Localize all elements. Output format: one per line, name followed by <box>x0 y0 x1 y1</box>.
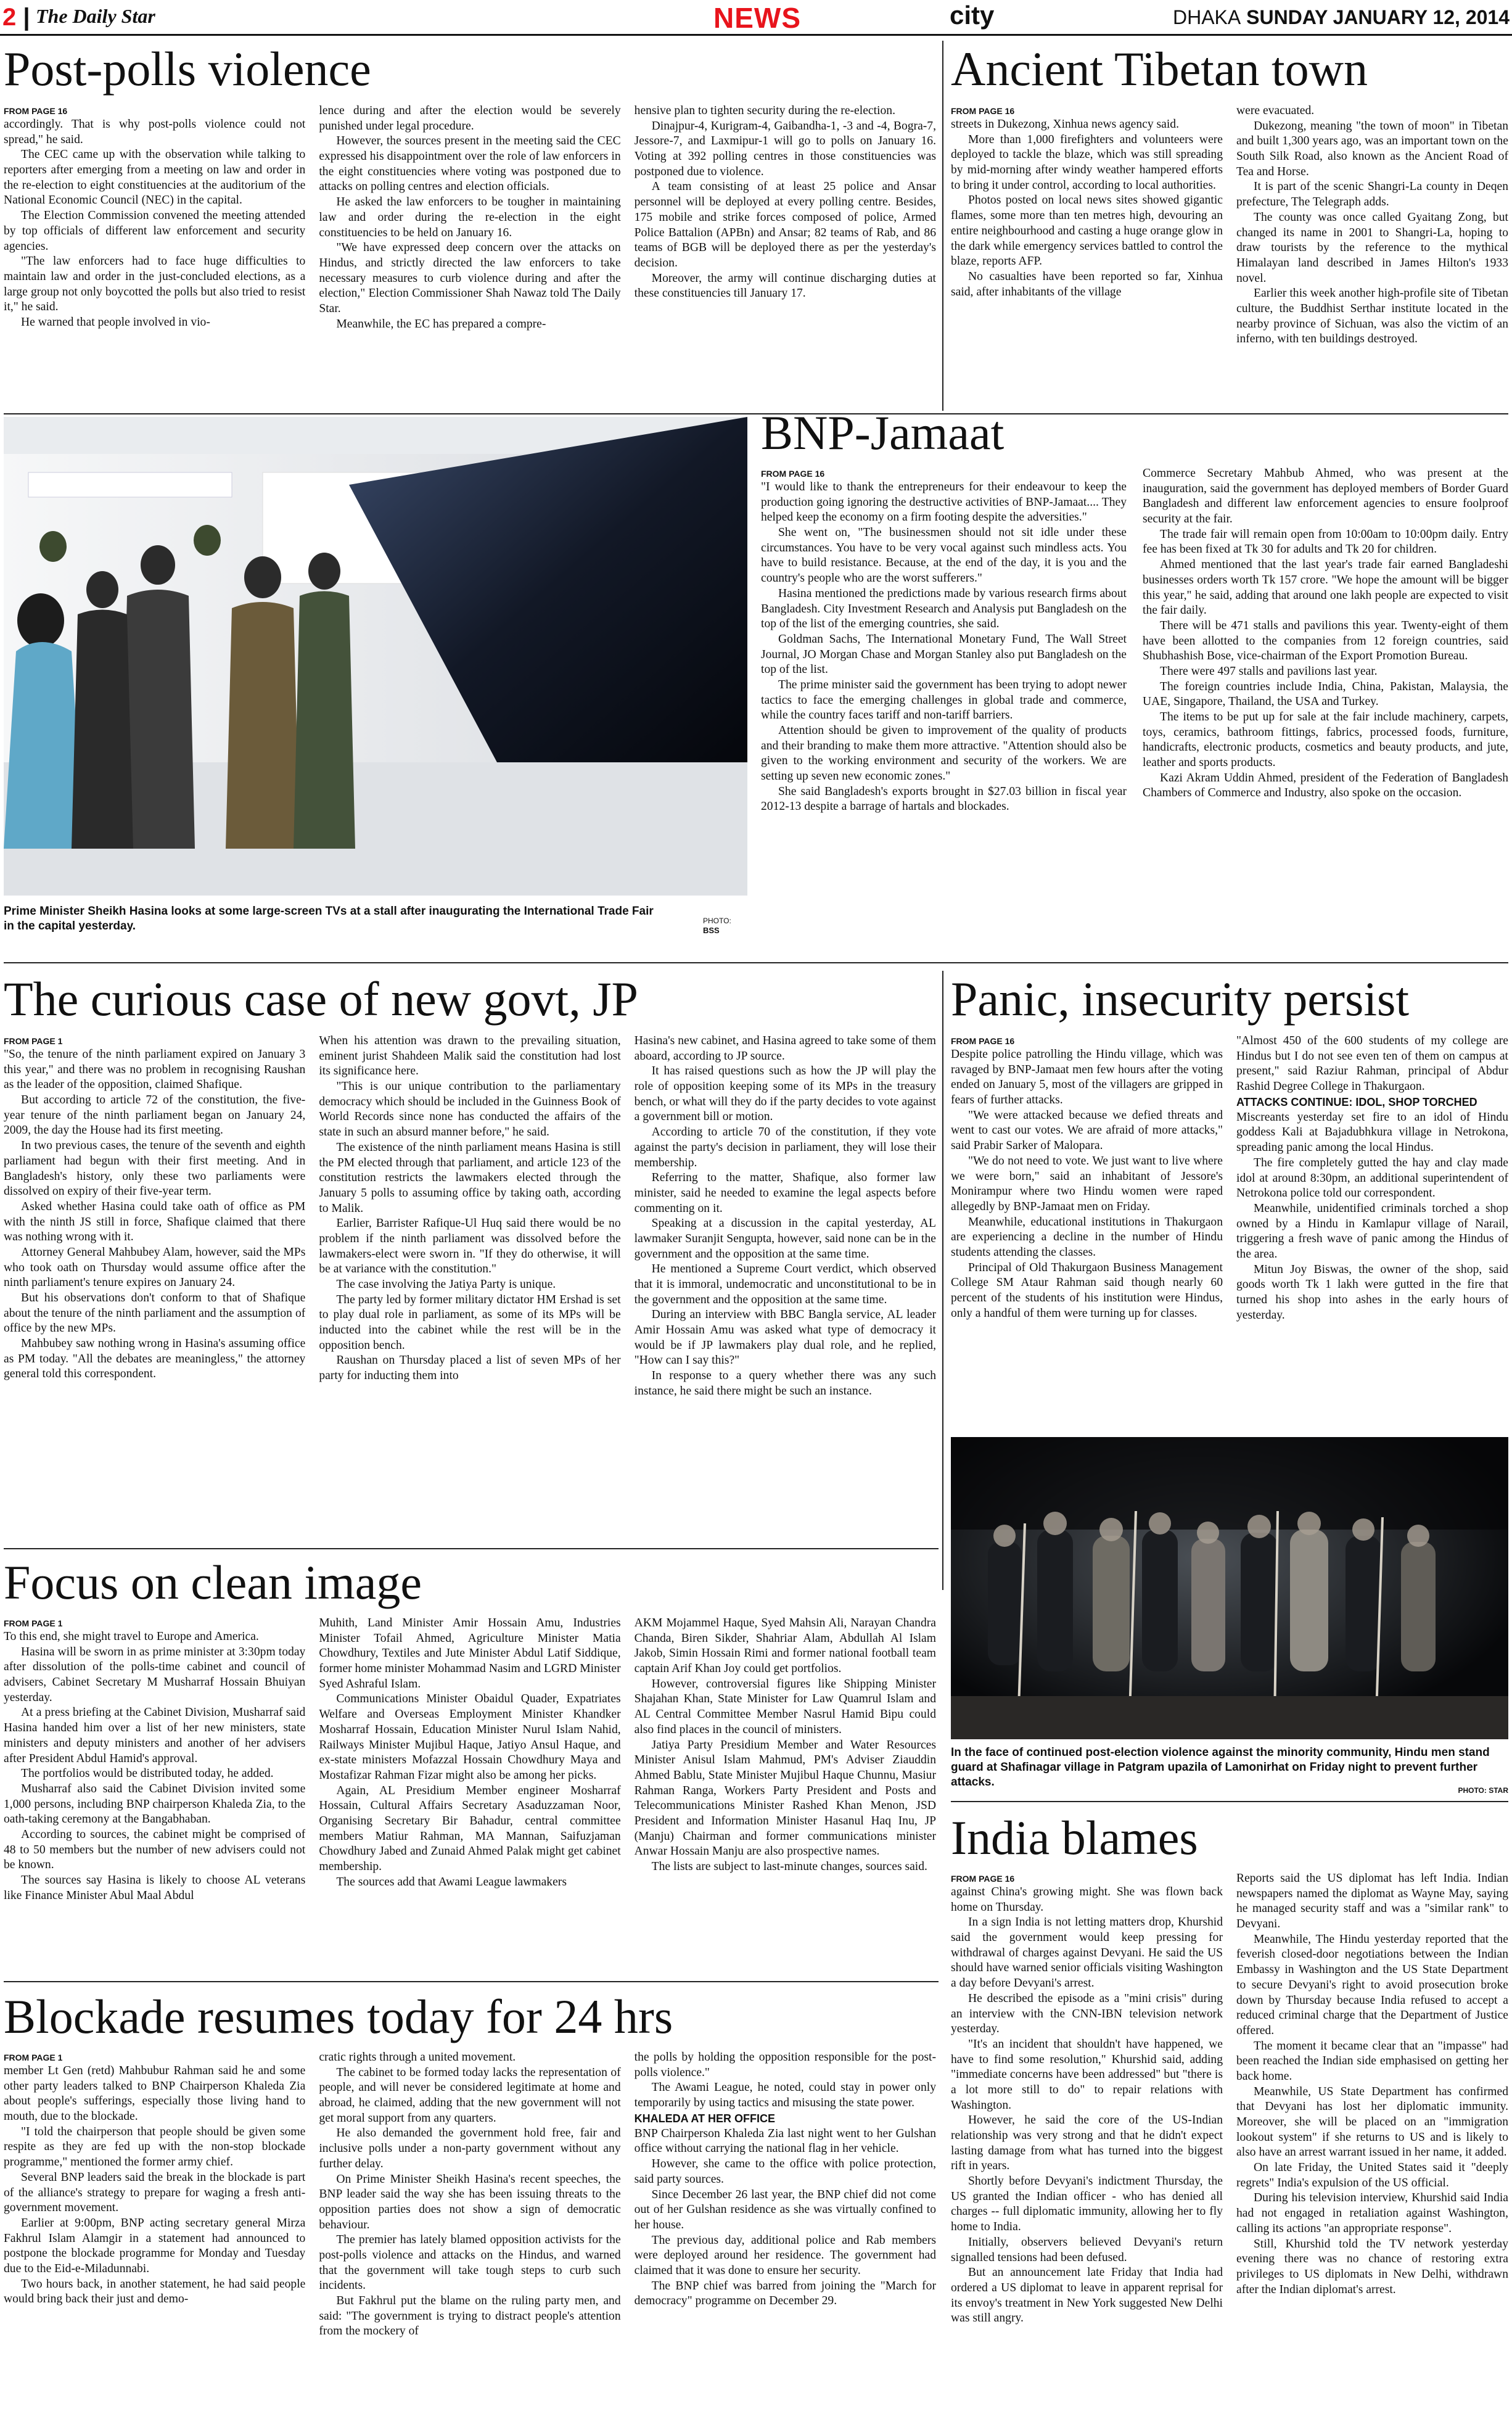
story-paragraph: "I would like to thank the entrepreneurs for their endeavour to keep the production going ignoring the destructive activities of BNP-Jamaat.... They helped keep the economy on a firm footing despite the adversities." <box>761 480 1127 524</box>
story-paragraph: Kazi Akram Uddin Ahmed, president of the Federation of Bangladesh Chambers of Commerce and Industry, also spoke on the occasion. <box>1143 771 1508 800</box>
story-paragraph: Musharraf also said the Cabinet Division invited some 1,000 persons, including BNP chairperson Khaleda Zia, to the oath-taking ceremony at the Bangabhaban. <box>4 1782 306 1826</box>
headline-panic: Panic, insecurity persist <box>951 972 1410 1026</box>
story-paragraph: She said Bangladesh's exports brought in $27.03 billion in fiscal year 2012-13 despite a barrage of hartals and blockades. <box>761 785 1127 814</box>
headline-focus: Focus on clean image <box>4 1555 422 1609</box>
story-paragraph: According to article 70 of the constitution, if they vote against the party's decision in parliament, they will lose their membership. <box>634 1126 936 1169</box>
story-paragraph: The previous day, additional police and Rab members were deployed around her residence. The government had claimed that it was done to ensure her security. <box>634 2233 936 2277</box>
blockade-subhead: KHALEDA AT HER OFFICE <box>634 2112 775 2125</box>
story-paragraph: On Prime Minister Sheikh Hasina's recent speeches, the BNP leader said the way she has been issuing threats to the opposition parties does not show a sign of democratic behaviour. <box>319 2172 621 2231</box>
story-paragraph: Referring to the matter, Shafique, also former law minister, said he needed to examine the legal aspects before commenting on it. <box>634 1171 936 1215</box>
panic-column-1: FROM PAGE 16 Despite police patrolling the Hindu village, which was ravaged by BNP-Jamaat men few hours after the voting ended on January 5, most of the villagers are gripped in fears of further attacks. "We were attacked because we defied threats and went to cast our votes. We are afraid of more attacks," said Prabir Sarker of Malopara. "We do not need to vote. We just want to live where we were born," said an inhabitant of Jessore's Monirampur where two Hindu women were raped allegedly by BNP-Jamaat men on Friday. Meanwhile, educational institutions in Thakurgaon are experiencing a decline in the number of Hindu students attending the classes. Principal of Old Thakurgaon Business Management College SM Ataur Rahman said though nearly 60 percent of the students of his institution were Hindus, only a handful of them were turning up for classes. <box>951 1034 1223 1428</box>
story-paragraph: The cabinet to be formed today lacks the representation of people, and will never be considered legitimate at home and abroad, he claimed, adding that the new government will not get moral support from any quarters. <box>319 2066 621 2125</box>
story-paragraph: Goldman Sachs, The International Monetary Fund, The Wall Street Journal, JO Morgan Chase and Morgan Stanley also put Bangladesh on the top of the list. <box>761 632 1127 677</box>
story-paragraph: "We do not need to vote. We just want to live where we were born," said an inhabitant of Jessore's Monirampur where two Hindu women were raped allegedly by BNP-Jamaat men on Friday. <box>951 1154 1223 1213</box>
story-paragraph: He warned that people involved in vio- <box>21 315 210 329</box>
story-paragraph: Hasina mentioned the predictions made by various research firms about Bangladesh. City Investment Research and Analysis put Bangladesh on the top of the list of the emerging countries, she said. <box>761 587 1127 631</box>
story-paragraph: Communications Minister Obaidul Quader, Expatriates Welfare and Overseas Employment Minister Khandker Mosharraf Hossain, Education Minister Nurul Islam Nahid, Railways Minister Mujibul Haque, Jatiyo Ansul Haque, and ex-state ministers Mofazzal Hossain Chowdhury Maya and Mostafizar Rahman Fizar might also be among her picks. <box>319 1692 621 1782</box>
india-column-2 <box>1236 1871 1508 2412</box>
story-paragraph: "We were attacked because we defied threats and went to cast our votes. We are afraid of more attacks," said Prabir Sarker of Malopara. <box>951 1108 1223 1153</box>
dateline: DHAKA SUNDAY JANUARY 12, 2014 <box>1172 6 1510 28</box>
story-paragraph: Photos posted on local news sites showed gigantic flames, some more than ten metres high, devouring an entire neighbourhood and casting a huge orange glow in the dark while emergency services battled to control the blaze, reports AFP. <box>951 194 1223 268</box>
story-paragraph: It has raised questions such as how the JP will play the role of opposition keeping some of its MPs in the treasury bench, or what will they do if the party decides to vote against a government bill or motion. <box>634 1065 936 1124</box>
story-paragraph: But according to article 72 of the constitution, the five-year tenure of the ninth parliament began on January 24, 2009, the day the House had its first meeting. <box>4 1094 306 1137</box>
story-paragraph: The party led by former military dictator HM Ershad is set to play dual role in parliament, as some of its MPs will be inducted into the cabinet while the rest will be in the opposition bench. <box>319 1293 621 1352</box>
story-paragraph: Meanwhile, educational institutions in Thakurgaon are experiencing a decline in the number of Hindu students attending the classes. <box>951 1215 1223 1259</box>
story-paragraph: The sources add that Awami League lawmakers <box>336 1875 567 1889</box>
blockade-column-3 <box>635 2050 936 2412</box>
trade-fair-photo <box>4 417 747 896</box>
post-polls-column-3 <box>635 104 936 410</box>
story-paragraph: "This is our unique contribution to the parliamentary democracy which should be included in the Guinness Book of World Records since none has conducted the affairs of the state in such an absurd manner before," he said. <box>319 1080 621 1139</box>
curious-column-2 <box>319 1034 620 1541</box>
story-paragraph: She went on, "The businessmen should not sit idle under these circumstances. You have to be very vocal against such mindless acts. You have to build resistance. Because, at the end of the day, it is you and the country's people who are the worst sufferers." <box>761 526 1127 585</box>
story-bnp-jamaat <box>761 466 1508 955</box>
story-paragraph: Asked whether Hasina could take oath of office as PM with the ninth JS still in force, Shafique claimed that there was nothing wrong with it. <box>4 1200 306 1244</box>
story-paragraph: Two hours back, in another statement, he had said people would bring back their just and demo- <box>4 2277 306 2306</box>
section-divider <box>951 1801 1508 1802</box>
story-paragraph: To this end, she might travel to Europe and America. <box>4 1630 259 1643</box>
bnp-jamaat-column-2 <box>1143 466 1508 955</box>
story-paragraph: In response to a query whether there was any such instance, he said there might be such an instance. <box>634 1369 936 1398</box>
trade-fair-caption: Prime Minister Sheikh Hasina looks at some large-screen TVs at a stall after inaugurating the International Trade Fair in the capital yesterday. <box>4 905 654 933</box>
bnp-jamaat-column-1: FROM PAGE 16 "I would like to thank the entrepreneurs for their endeavour to keep the production going ignoring the destructive activities of BNP-Jamaat.... They helped keep the economy on a firm footing despite the adversities." She went on, "The businessmen should not sit idle under these circumstances. You have to be very vocal against such mindless acts. You have to build resistance. Because, at the end of the day, it is you and the country's people who are the worst sufferers." Hasina mentioned the predictions made by various research firms about Bangladesh. City Investment Research and Analysis put Bangladesh on the top of the list of the emerging countries, she said. Goldman Sachs, The International Monetary Fund, The Wall Street Journal, JO Morgan Chase and Morgan Stanley also put Bangladesh on the top of the list. The prime minister said the government has been trying to adopt newer tactics to face the emerging challenges in global trade and commerce, while the country faces tariff and non-tariff barriers. Attention should be given to improvement of the quality of products and their branding to make them more attractive. "Attention should also be given to the working environment and security of the workers. We are setting up seven new economic zones." She said Bangladesh's exports brought in $27.03 billion in fiscal year 2012-13 despite a barrage of hartals and blockades. <box>761 466 1127 955</box>
story-paragraph: The moment it became clear that an "impasse" had been reached the Indian side emphasised on getting her back home. <box>1236 2039 1508 2083</box>
headline-blockade: Blockade resumes today for 24 hrs <box>4 1990 673 2043</box>
story-paragraph: lence during and after the election would be severely punished under legal procedure. <box>319 104 621 133</box>
story-paragraph: The case involving the Jatiya Party is unique. <box>336 1278 556 1291</box>
story-paragraph: During an interview with BBC Bangla service, AL leader Amir Hossain Amu was asked what type of democracy it would be if JP lawmakers play dual role, and he replied, "How can I say this?" <box>634 1308 936 1367</box>
story-paragraph: Commerce Secretary Mahbub Ahmed, who was present at the inauguration, said the government has deployed members of Border Guard Bangladesh and different law enforcement agencies to ensure foolproof security at the fair. <box>1143 467 1508 526</box>
section-divider <box>4 962 1508 963</box>
story-paragraph: Reports said the US diplomat has left India. Indian newspapers named the diplomat as Wayne May, saying he managed security staff and was a "similar rank" to Devyani. <box>1236 1872 1508 1931</box>
tibetan-column-2 <box>1236 104 1508 410</box>
story-paragraph: Mitun Joy Biswas, the owner of the shop, said goods worth Tk 1 lakh were gutted in the fire that turned his shop into ashes in the early hours of yesterday. <box>1236 1263 1508 1322</box>
section-divider <box>4 1981 939 1982</box>
story-paragraph: No casualties have been reported so far, Xinhua said, after inhabitants of the village <box>951 270 1223 299</box>
story-paragraph: Hasina's new cabinet, and Hasina agreed to take some of them aboard, according to JP source. <box>634 1034 936 1063</box>
headline-bnp-jamaat: BNP-Jamaat <box>761 406 1005 459</box>
story-paragraph: Several BNP leaders said the break in the blockade is part of the alliance's strategy to prepare for waging a fresh anti-government movement. <box>4 2170 306 2215</box>
story-india-blames <box>951 1871 1508 2412</box>
story-paragraph: "Almost 450 of the 600 students of my college are Hindus but I do not see even ten of them on campus at present," said Raziur Rahman, principal of Abdur Rashid Degree College in Thakurgaon. <box>1236 1034 1508 1094</box>
story-paragraph: The items to be put up for sale at the fair include machinery, carpets, toys, ceramics, bathroom fittings, fabrics, processed foods, furniture, handicrafts, electronic products, cosmetics and beauty products, and jute, leather and sports products. <box>1143 711 1508 770</box>
story-paragraph: Again, AL Presidium Member engineer Mosharraf Hossain, Cultural Affairs Secretary Asaduzzaman Noor, Organising Secretary Bir Bahadur, central committee members Matiur Rahman, MA Mannan, Saifuzjaman Chowdhury Jabed and Zunaid Ahmed Palak might get cabinet membership. <box>319 1784 621 1873</box>
story-paragraph: The Election Commission convened the meeting attended by top officials of different law enforcement and security agencies. <box>4 209 306 253</box>
story-paragraph: However, he said the core of the US-Indian relationship was very strong and that he didn't expect lasting damage from what has turned into the biggest rift in years. <box>951 2114 1223 2173</box>
page-number: 2 | <box>2 4 30 31</box>
story-paragraph: Attention should be given to improvement of the quality of products and their branding to make them more attractive. "Attention should also be given to the working environment and security of the workers. We are setting up seven new economic zones." <box>761 724 1127 783</box>
story-paragraph: There will be 471 stalls and pavilions this year. Twenty-eight of them have been allotted to the companies from 12 foreign countries, said Shubhashish Bose, vice-chairman of the Export Promotion Bureau. <box>1143 619 1508 663</box>
story-paragraph: He asked the law enforcers to be tougher in maintaining law and order during the re-election in the eight constituencies to be held on January 16. <box>319 196 621 239</box>
story-paragraph: Meanwhile, US State Department has confirmed that Devyani has lost her diplomatic immunity. Moreover, she will be placed on an "immigration lookout system" if she returns to US and is likely to also have an arrest warrant issued in her name, it added. <box>1236 2085 1508 2159</box>
story-paragraph: The sources say Hasina is likely to choose AL veterans like Finance Minister Abul Maal Abdul <box>4 1874 306 1902</box>
story-paragraph: Miscreants yesterday set fire to an idol of Hindu goddess Kali at Bajadubhkura village in Netrokona, spreading panic among the local Hindus. <box>1236 1110 1508 1155</box>
story-paragraph: According to sources, the cabinet might be comprised of 48 to 50 members but the number of new advisers could not be known. <box>4 1827 306 1872</box>
story-paragraph: accordingly. That is why post-polls violence could not spread," he said. <box>4 118 306 146</box>
story-paragraph: The Awami League, he noted, could stay in power only temporarily by using tactics and misusing the state power. <box>634 2081 936 2110</box>
story-paragraph: Dinajpur-4, Kurigram-4, Gaibandha-1, -3 and -4, Bogra-7, Jessore-7, and Laxmipur-1 will go to polls on January 16. Voting at 392 polling centres in those constituencies was postponed due to violence. <box>634 119 936 178</box>
blockade-column-1: FROM PAGE 1 member Lt Gen (retd) Mahbubur Rahman said he and some other party leaders talked to BNP Chairperson Khaleda Zia about people's sufferings, especially those living hand to mouth, due to the blockade. "I told the chairperson that people should be given some respite as they are fed up with the non-stop blockade programme," mentioned the former army chief. Several BNP leaders said the break in the blockade is part of the alliance's strategy to prepare for waging a fresh anti-government movement. Earlier at 9:00pm, BNP acting secretary general Mirza Fakhrul Islam Alamgir in a statement had announced to postpone the blockade programme for Monday and Tuesday due to the Eid-e-Miladunnabi. Two hours back, in another statement, he had said people would bring back their just and demo- <box>4 2050 305 2412</box>
focus-column-2 <box>319 1616 620 1975</box>
story-paragraph: The portfolios would be distributed today, he added. <box>21 1767 274 1781</box>
story-paragraph: A team consisting of at least 25 police and Ansar personnel will be deployed at every polling centre. Besides, 175 mobile and strike forces composed of police, Armed Police Battalion (APBn) and Ansar; 82 teams of Rab, and 86 teams of BGB will be deployed there as per the yesterday's decision. <box>634 180 936 270</box>
curious-column-3 <box>635 1034 936 1541</box>
story-focus <box>4 1616 936 1975</box>
focus-column-1: FROM PAGE 1 To this end, she might travel to Europe and America. Hasina will be sworn in as prime minister at 3:30pm today after dissolution of the polls-time cabinet and council of advisers, Cabinet Secretary M Musharraf Hossain Bhuiyan yesterday. At a press briefing at the Cabinet Division, Musharraf said Hasina handed him over a list of her new ministers, state ministers and deputy ministers and another of her advisers after President Abdul Hamid's approval. The portfolios would be distributed today, he added. Musharraf also said the Cabinet Division invited some 1,000 persons, including BNP chairperson Khaleda Zia, to the oath-taking ceremony at the Bangabhaban. According to sources, the cabinet might be comprised of 48 to 50 members but the number of new advisers could not be known. The sources say Hasina is likely to choose AL veterans like Finance Minister Abul Maal Abdul <box>4 1616 305 1975</box>
story-paragraph: Attorney General Mahbubey Alam, however, said the MPs who took oath on Thursday would assume office after the ninth parliament's tenure expires on January 24. <box>4 1245 306 1290</box>
story-paragraph: However, she came to the office with police protection, said party sources. <box>634 2157 936 2186</box>
story-paragraph: the polls by holding the opposition responsible for the post-polls violence." <box>634 2051 936 2079</box>
story-paragraph: The foreign countries include India, China, Pakistan, Malaysia, the UAE, Singapore, Thailand, the USA and Turkey. <box>1143 680 1508 709</box>
story-paragraph: BNP Chairperson Khaleda Zia last night went to her Gulshan office without carrying the national flag in her vehicle. <box>634 2127 936 2156</box>
story-paragraph: But Fakhrul put the blame on the ruling party men, and said: "The government is trying to distract people's attention from the mockery of <box>319 2294 621 2338</box>
story-paragraph: The existence of the ninth parliament means Hasina is still the PM elected through that parliament, and article 123 of the constitution restricts the lawmakers elected through the January 5 polls to assuming office by taking oath, according to Malik. <box>319 1140 621 1215</box>
story-paragraph: Dukezong, meaning "the town of moon" in Tibetan and built 1,300 years ago, was an important town on the South Silk Road, also known as the Ancient Road of Tea and Horse. <box>1236 119 1508 178</box>
story-panic <box>951 1034 1508 1428</box>
section-name: NEWS <box>713 2 801 34</box>
story-paragraph: Muhith, Land Minister Amir Hossain Amu, Industries Minister Tofail Ahmed, Agriculture Minister Matia Chowdhury, Textiles and Jute Minister Abdul Latif Siddique, former home minister Mohammad Nasim and LGRD Minister Syed Ashraful Islam. <box>319 1617 621 1691</box>
story-paragraph: Mahbubey saw nothing wrong in Hasina's assuming office as PM today. "All the debates are meaningless," the attorney general told this correspondent. <box>4 1337 306 1381</box>
story-paragraph: During his television interview, Khurshid said India had not engaged in retaliation against Washington, calling its actions "an appropriate response". <box>1236 2191 1508 2235</box>
section-divider <box>4 1548 939 1549</box>
story-paragraph: In a sign India is not letting matters drop, Khurshid said the government would keep pressing for withdrawal of charges against Devyani. He said the US should have warned senior officials visiting Washington a day before Devyani's arrest. <box>951 1916 1223 1990</box>
story-paragraph: were evacuated. <box>1236 104 1315 117</box>
story-paragraph: The trade fair will remain open from 10:00am to 10:00pm daily. Entry fee has been fixed at Tk 30 for adults and Tk 20 for children. <box>1143 527 1508 556</box>
story-paragraph: member Lt Gen (retd) Mahbubur Rahman said he and some other party leaders talked to BNP Chairperson Khaleda Zia about people's sufferings, especially those living hand to mouth, due to the blockade. <box>4 2064 306 2124</box>
panic-subhead: ATTACKS CONTINUE: IDOL, SHOP TORCHED <box>1236 1095 1477 1108</box>
story-post-polls <box>4 104 936 410</box>
story-paragraph: "The law enforcers had to face huge difficulties to maintain law and order in the just-concluded elections, as a large group not only boycotted the polls but also tried to resist it," he said. <box>4 255 306 314</box>
story-paragraph: The lists are subject to last-minute changes, sources said. <box>651 1860 927 1873</box>
story-paragraph: It is part of the scenic Shangri-La county in Deqen prefecture, The Telegraph adds. <box>1236 180 1508 209</box>
story-paragraph: Raushan on Thursday placed a list of seven MPs of her party for inducting them into <box>319 1354 621 1383</box>
blockade-column-2 <box>319 2050 620 2412</box>
story-paragraph: AKM Mojammel Haque, Syed Mahsin Ali, Narayan Chandra Chanda, Biren Sikder, Shahriar Alam, Abdullah Al Islam Jakob, Simin Hossain Rimi and former national football team captain Arif Khan Joy could get portfolios. <box>634 1617 936 1676</box>
story-paragraph: Initially, observers believed Devyani's return signalled tensions had been defused. <box>951 2235 1223 2264</box>
story-paragraph: The prime minister said the government has been trying to adopt newer tactics to face the emerging challenges in global trade and commerce, while the country faces tariff and non-tariff barriers. <box>761 678 1127 722</box>
story-paragraph: Earlier this week another high-profile site of Tibetan culture, the Buddhist Serthar institute located in the nearby province of Sichuan, was also the victim of an inferno, with ten buildings destroyed. <box>1236 287 1508 346</box>
headline-post-polls: Post-polls violence <box>4 42 371 96</box>
story-paragraph: At a press briefing at the Cabinet Division, Musharraf said Hasina handed him over a list of her new ministers, state ministers and deputy ministers and another of her advisers after President Abdul Hamid's approval. <box>4 1706 306 1765</box>
story-paragraph: There were 497 stalls and pavilions last year. <box>1160 664 1378 678</box>
story-paragraph: When his attention was drawn to the prevailing situation, eminent jurist Shahdeen Malik said the constitution had lost its significance here. <box>319 1034 621 1078</box>
section-divider <box>4 413 1508 414</box>
headline-curious-case: The curious case of new govt, JP <box>4 972 638 1026</box>
story-paragraph: "I told the chairperson that people should be given some respite as they are fed up with the non-stop blockade programme," mentioned the former army chief. <box>4 2125 306 2169</box>
story-paragraph: Despite police patrolling the Hindu village, which was ravaged by BNP-Jamaat men few hours after the voting ended on January 5, most of the villagers are gripped in fears of further attacks. <box>951 1048 1223 1107</box>
story-curious-case <box>4 1034 936 1541</box>
story-paragraph: But his observations don't conform to that of Shafique about the tenure of the ninth parliament and the assumption of office by the new MPs. <box>4 1291 306 1335</box>
story-paragraph: The CEC came up with the observation while talking to reporters after emerging from a meeting on law and order in the re-election to eight constituencies at the auditorium of the National Economic Council (NEC) in the capital. <box>4 148 306 207</box>
story-paragraph: However, controversial figures like Shipping Minister Shajahan Khan, State Minister for Law Quamrul Islam and AL Central Committee Member Nasrul Hamid Bipu could also find places in the council of ministers. <box>634 1677 936 1736</box>
story-paragraph: Meanwhile, unidentified criminals torched a shop owned by a Hindu in Kamlapur village of Narail, triggering a fresh wave of panic among the Hindus of the area. <box>1236 1201 1508 1261</box>
column-rule <box>942 971 943 1590</box>
story-blockade <box>4 2050 936 2412</box>
story-paragraph: He described the episode as a "mini crisis" during an interview with the CNN-IBN television network yesterday. <box>951 1992 1223 2036</box>
story-paragraph: The premier has lately blamed opposition activists for the post-polls violence and attacks on the Hindus, and warned that the government will take tough steps to curb such incidents. <box>319 2233 621 2292</box>
story-paragraph: "We have expressed deep concern over the attacks on Hindus, and strictly directed the law enforcers to take necessary measures to curb violence during and after the election," Election Commissioner Shah Nawaz told The Daily Star. <box>319 241 621 315</box>
story-paragraph: Since December 26 last year, the BNP chief did not come out of her Gulshan residence as she was virtually confined to her house. <box>634 2188 936 2231</box>
column-rule <box>942 41 943 411</box>
story-paragraph: Earlier, Barrister Rafique-Ul Huq said there would be no problem if the ninth parliament was dissolved before the lawmakers-elect were sworn in. "If they do otherwise, it will be at variance with the constitution." <box>319 1217 621 1276</box>
story-paragraph: Meanwhile, the EC has prepared a compre- <box>336 317 546 331</box>
story-paragraph: Jatiya Party Presidium Member and Water Resources Minister Anisul Islam Mahmud, PM's Adviser Ziauddin Ahmed Bablu, State Minister Mujibul Haque Chunnu, Masiur Rahman Ranga, Workers Party President and Posts and Telecommunications Minister Rashed Khan Menon, JSD President and Information Minister Hasanul Haq Inu, JP (Manju) Chairman and former communications minister Anwar Hossain Manju are also prospective names. <box>634 1738 936 1858</box>
india-column-1: FROM PAGE 16 against China's growing might. She was flown back home on Thursday. In a sign India is not letting matters drop, Khurshid said the government would keep pressing for withdrawal of charges against Devyani. He said the US should have warned senior officials visiting Washington a day before Devyani's arrest. He described the episode as a "mini crisis" during an interview with the CNN-IBN television network yesterday. "It's an incident that shouldn't have happened, we have to find some resolution," Khurshid said, adding "immediate concerns have been addressed" but "there is a lot more still to do" to repair relations with Washington. However, he said the core of the US-Indian relationship was very strong and that he didn't expect lasting damage from what has turned into the biggest rift in years. Shortly before Devyani's indictment Thursday, the US granted the Indian officer - who has denied all charges -- full diplomatic immunity, allowing her to fly home to India. Initially, observers believed Devyani's return signalled tensions had been defused. But an announcement late Friday that India had ordered a US diplomat to leave in apparent reprisal for its envoy's treatment in New York suggested New Delhi was still angry. <box>951 1871 1223 2412</box>
story-paragraph: But an announcement late Friday that India had ordered a US diplomat to leave in apparent reprisal for its envoy's treatment in New York suggested New Delhi was still angry. <box>951 2266 1223 2325</box>
story-paragraph: However, the sources present in the meeting said the CEC expressed his disappointment over the role of law enforcers in the eight constituencies where voting was postponed due to attacks on polling centres and election officials. <box>319 134 621 194</box>
story-paragraph: He mentioned a Supreme Court verdict, which observed that it is immoral, undemocratic and unconstitutional to be in the government and the opposition at the same time. <box>634 1263 936 1306</box>
subsection-name: city <box>950 1 995 30</box>
story-paragraph: Hasina will be sworn in as prime minister at 3:30pm today after dissolution of the polls-time cabinet and council of advisers, Cabinet Secretary M Musharraf Hossain Bhuiyan yesterday. <box>4 1645 306 1704</box>
story-paragraph: against China's growing might. She was flown back home on Thursday. <box>951 1885 1223 1914</box>
story-paragraph: In two previous cases, the tenure of the seventh and eighth parliament had begun with their first meeting. And in Bangladesh's history, only these two parliaments were dissolved on expiry of their five-year term. <box>4 1139 306 1198</box>
story-paragraph: "So, the tenure of the ninth parliament expired on January 3 this year," and there was no problem in recognising Raushan as the leader of the opposition, claimed Shafique. <box>4 1048 306 1092</box>
story-paragraph: The BNP chief was barred from joining the "March for democracy" programme on December 29. <box>634 2279 936 2308</box>
tibetan-column-1: FROM PAGE 16 streets in Dukezong, Xinhua news agency said. More than 1,000 firefighters and volunteers were deployed to tackle the blaze, which was still spreading by mid-morning after windy weather hampered efforts to bring it under control, according to local authorities. Photos posted on local news sites showed gigantic flames, some more than ten metres high, devouring an entire neighbourhood and casting a huge orange glow in the dark while emergency services battled to control the blaze, reports AFP. No casualties have been reported so far, Xinhua said, after inhabitants of the village <box>951 104 1223 410</box>
story-paragraph: Principal of Old Thakurgaon Business Management College SM Ataur Rahman said though nearly 60 percent of the students of his institution were Hindus, only a handful of them were turning up for classes. <box>951 1261 1223 1320</box>
masthead: The Daily Star <box>36 5 155 27</box>
post-polls-column-1: FROM PAGE 16 accordingly. That is why post-polls violence could not spread," he said. The CEC came up with the observation while talking to reporters after emerging from a meeting on law and order in the re-election to eight constituencies at the auditorium of the National Economic Council (NEC) in the capital. The Election Commission convened the meeting attended by top officials of different law enforcement and security agencies. "The law enforcers had to face huge difficulties to maintain law and order in the just-concluded elections, as a large group not only boycotted the polls but also tried to resist it," he said. He warned that people involved in vio- <box>4 104 305 410</box>
story-paragraph: Earlier at 9:00pm, BNP acting secretary general Mirza Fakhrul Islam Alamgir in a statement had announced to postpone the blockade programme for Monday and Tuesday due to the Eid-e-Miladunnabi. <box>4 2216 306 2275</box>
post-polls-column-2 <box>319 104 620 410</box>
story-paragraph: Speaking at a discussion in the capital yesterday, AL lawmaker Suranjit Sengupta, however, said none can be in the government and the opposition at the same time. <box>634 1217 936 1261</box>
story-paragraph: The county was once called Gyaitang Zong, but changed its name in 2001 to Shangri-La, hoping to draw tourists by the reference to the mythical Himalayan land described in James Hilton's 1933 novel. <box>1236 210 1508 285</box>
headline-tibetan: Ancient Tibetan town <box>951 42 1368 96</box>
village-guard-caption: In the face of continued post-election violence against the minority community, Hindu men stand guard at Shafinagar village in Patgram upazila of Lamonirhat on Friday night to prevent further attacks. <box>951 1746 1490 1789</box>
trade-fair-credit: PHOTO: BSS <box>703 917 731 935</box>
story-paragraph: Still, Khurshid told the TV network yesterday evening there was no chance of restoring extra privileges to US diplomats in New Delhi, withdrawn after the Indian diplomat's arrest. <box>1236 2237 1508 2296</box>
village-guard-credit: PHOTO: STAR <box>1458 1786 1508 1795</box>
panic-column-2 <box>1236 1034 1508 1428</box>
story-paragraph: He also demanded the government hold free, fair and inclusive polls under a non-party government without any further delay. <box>319 2127 621 2170</box>
story-paragraph: Meanwhile, The Hindu yesterday reported that the feverish closed-door negotiations between the Indian Embassy in Washington and the US State Department to secure Devyani's right to avoid prosecution broke down by Thursday because India refused to accept a reduced criminal charge that the Department of Justice offered. <box>1236 1932 1508 2037</box>
story-paragraph: cratic rights through a united movement. <box>319 2051 516 2064</box>
story-paragraph: On late Friday, the United States said it "deeply regrets" India's expulsion of the US official. <box>1236 2161 1508 2189</box>
story-paragraph: Moreover, the army will continue discharging duties at these constituencies till January 17. <box>634 271 936 300</box>
story-paragraph: "It's an incident that shouldn't have happened, we have to find some resolution," Khurshid said, adding "immediate concerns have been addressed" but "there is a lot more still to do" to repair relations with Washington. <box>951 2037 1223 2112</box>
story-paragraph: The fire completely gutted the hay and clay made idol at around 8:30pm, an additional superintendent of Netrokona police told our correspondent. <box>1236 1156 1508 1200</box>
story-paragraph: Shortly before Devyani's indictment Thursday, the US granted the Indian officer - who has denied all charges -- full diplomatic immunity, allowing her to fly home to India. <box>951 2175 1223 2234</box>
headline-india-blames: India blames <box>951 1811 1198 1864</box>
story-paragraph: Ahmed mentioned that the last year's trade fair earned Bangladeshi businesses orders worth Tk 157 crore. "We hope the amount will be bigger this year," he said, adding that around one lakh people are expected to visit the fair daily. <box>1143 558 1508 617</box>
page-header <box>0 0 1512 36</box>
village-guard-photo <box>951 1437 1508 1739</box>
curious-column-1: FROM PAGE 1 "So, the tenure of the ninth parliament expired on January 3 this year," and there was no problem in recognising Raushan as the leader of the opposition, claimed Shafique. But according to article 72 of the constitution, the five-year tenure of the ninth parliament began on January 24, 2009, the day the House had its first meeting. In two previous cases, the tenure of the seventh and eighth parliament had begun with their first meeting. And in Bangladesh's history, only these two parliaments were dissolved on expiry of their five-year term. Asked whether Hasina could take oath of office as PM with the ninth JS still in force, Shafique claimed that there was nothing wrong with it. Attorney General Mahbubey Alam, however, said the MPs who took oath on Thursday would assume office after the ninth parliament's tenure expires on January 24. But his observations don't conform to that of Shafique about the tenure of the ninth parliament and the assumption of office by the new MPs. Mahbubey saw nothing wrong in Hasina's assuming office as PM today. "All the debates are meaningless," the attorney general told this correspondent. <box>4 1034 305 1541</box>
story-paragraph: streets in Dukezong, Xinhua news agency said. <box>951 118 1180 131</box>
focus-column-3 <box>635 1616 936 1975</box>
story-tibetan <box>951 104 1508 410</box>
story-paragraph: hensive plan to tighten security during the re-election. <box>634 104 895 117</box>
story-paragraph: More than 1,000 firefighters and volunteers were deployed to tackle the blaze, which was still spreading by mid-morning after windy weather hampered efforts to bring it under control, according to local authorities. <box>951 133 1223 192</box>
